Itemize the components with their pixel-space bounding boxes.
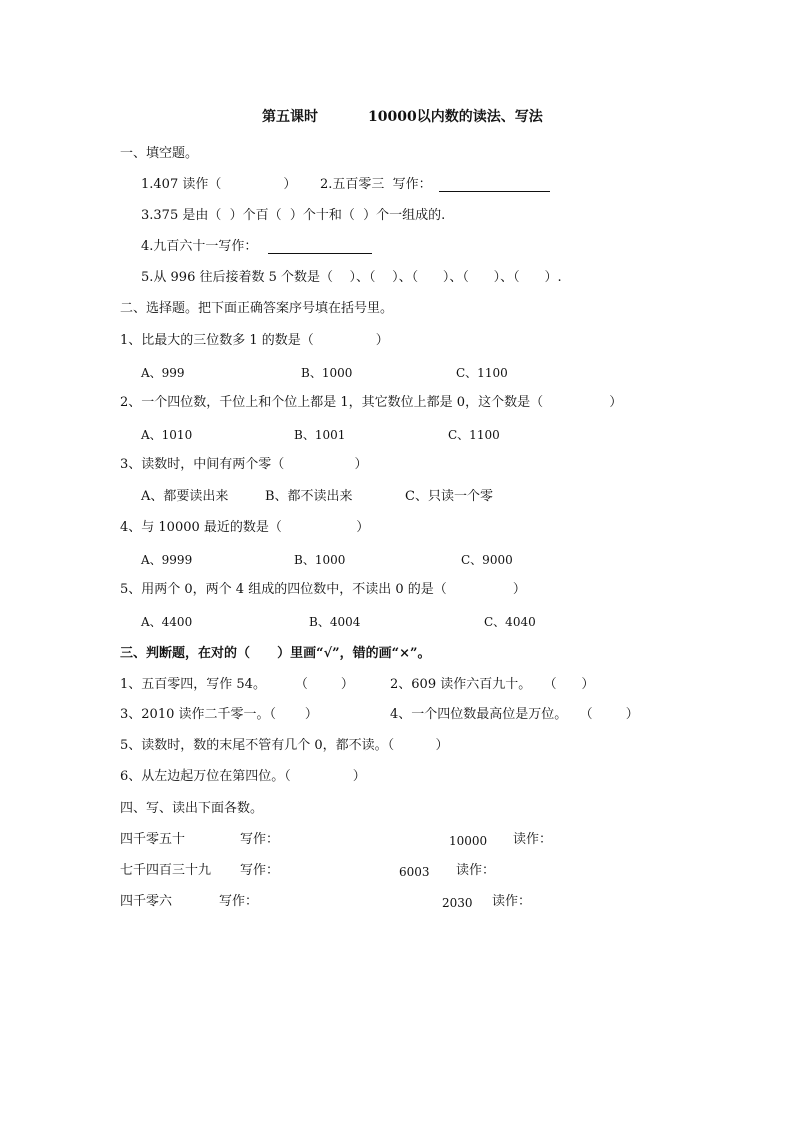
fill-q3: 3.375 是由（ ）个百（ ）个十和（ ）个一组成的.: [141, 208, 446, 223]
judge-q4: 4、一个四位数最高位是万位。 （ ）: [390, 707, 639, 722]
choice-q5: 5、用两个 0，两个 4 组成的四位数中，不读出 0 的是（ ）: [120, 582, 526, 597]
number-words: 七千四百三十九: [120, 863, 212, 878]
judge-q3: 3、2010 读作二千零一。（ ）: [120, 707, 318, 722]
section3-heading: 三、判断题，在对的（ ）里画“√”，错的画“×”。: [120, 646, 431, 661]
fill-q2: 2.五百零三 写作：: [320, 177, 432, 192]
choice-q1-c: C、1100: [456, 366, 508, 380]
judge-q2: 2、609 读作六百九十。 （ ）: [390, 677, 595, 692]
number-digits: 6003: [399, 865, 430, 879]
fill-q2-answer-line: [439, 191, 550, 192]
number-digits: 10000: [449, 834, 488, 848]
fill-q4: 4.九百六十一写作：: [141, 239, 258, 254]
choice-q4-c: C、9000: [461, 553, 513, 567]
choice-q5-b: B、4004: [309, 615, 361, 629]
choice-q4: 4、与 10000 最近的数是（ ）: [120, 520, 370, 535]
section2-heading: 二、选择题。把下面正确答案序号填在括号里。: [120, 301, 394, 316]
fill-q5: 5.从 996 往后接着数 5 个数是（ ）、（ ）、（ ）、（ ）、（ ）.: [141, 270, 562, 285]
number-digits: 2030: [442, 896, 473, 910]
choice-q3-a: A、都要读出来: [141, 489, 229, 504]
topic-title: 10000以内数的读法、写法: [368, 109, 543, 125]
read-label: 读作：: [492, 894, 532, 909]
fill-q4-answer-line: [268, 253, 372, 254]
choice-q2-a: A、1010: [141, 428, 193, 442]
choice-q1-b: B、1000: [301, 366, 353, 380]
judge-q6: 6、从左边起万位在第四位。（ ）: [120, 769, 366, 784]
choice-q2-b: B、1001: [294, 428, 346, 442]
fill-q1: 1.407 读作（ ）: [141, 177, 297, 192]
section1-heading: 一、填空题。: [120, 146, 199, 161]
write-label: 写作：: [219, 894, 259, 909]
choice-q1: 1、比最大的三位数多 1 的数是（ ）: [120, 333, 389, 348]
write-label: 写作：: [240, 832, 280, 847]
choice-q4-b: B、1000: [294, 553, 346, 567]
judge-q5: 5、读数时，数的末尾不管有几个 0，都不读。（ ）: [120, 738, 449, 753]
choice-q5-a: A、4400: [141, 615, 193, 629]
choice-q3-b: B、都不读出来: [265, 489, 353, 504]
choice-q3-c: C、只读一个零: [405, 489, 493, 504]
choice-q3: 3、读数时，中间有两个零（ ）: [120, 457, 368, 472]
read-label: 读作：: [456, 863, 496, 878]
number-words: 四千零五十: [120, 832, 186, 847]
lesson-title: 第五课时: [262, 109, 318, 125]
choice-q2-c: C、1100: [448, 428, 500, 442]
choice-q5-c: C、4040: [484, 615, 536, 629]
judge-q1: 1、五百零四，写作 54。 （ ）: [120, 677, 354, 692]
number-words: 四千零六: [120, 894, 173, 909]
read-label: 读作：: [513, 832, 553, 847]
choice-q4-a: A、9999: [141, 553, 193, 567]
choice-q1-a: A、999: [141, 366, 185, 380]
choice-q2: 2、一个四位数，千位上和个位上都是 1，其它数位上都是 0，这个数是（ ）: [120, 395, 623, 410]
write-label: 写作：: [240, 863, 280, 878]
section4-heading: 四、写、读出下面各数。: [120, 801, 264, 816]
